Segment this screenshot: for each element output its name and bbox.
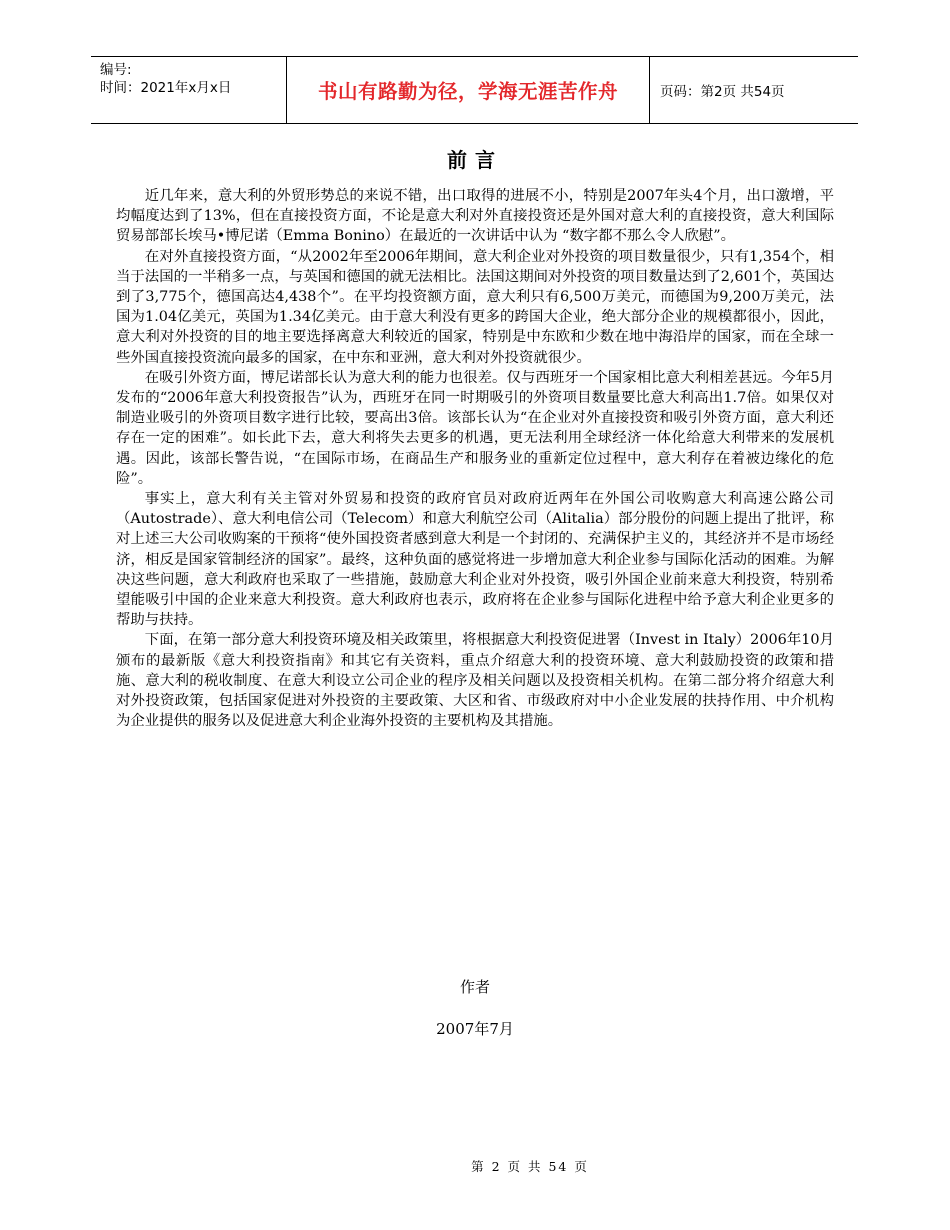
paragraph: 事实上，意大利有关主管对外贸易和投资的政府官员对政府近两年在外国公司收购意大利高速公路公司（Autostrade）、意大利电信公司（Telecom）和意大利航空公司（Alitalia）部分股份的问题上提出了批评，称对上述三大公司收购案的干预将“使外国投资者感到意大利是一个封闭的、充满保护主义的，其经济并不是市场经济，相反是国家管制经济的国家”。最终，这种负面的感觉将进一步增加意大利企业参与国际化活动的困难。为解决这些问题，意大利政府也采取了一些措施，鼓励意大利企业对外投资，吸引外国企业前来意大利投资，特别希望能吸引中国的企业来意大利投资。意大利政府也表示，政府将在企业参与国际化进程中给予意大利企业更多的帮助与扶持。 — [116, 491, 834, 629]
page-footer: 第 2 页 共 54 页 — [471, 1159, 589, 1174]
paragraph: 在吸引外资方面，博尼诺部长认为意大利的能力也很差。仅与西班牙一个国家相比意大利相差甚远。今年5月发布的“2006年意大利投资报告”认为，西班牙在同一时期吸引的外资项目数量要比意大利高出1.7倍。如果仅对制造业吸引的外资项目数字进行比较，要高出3倍。该部长认为“在企业对外直接投资和吸引外资方面，意大利还存在一定的困难”。如长此下去，意大利将失去更多的机遇，更无法利用全球经济一体化给意大利带来的发展机遇。因此，该部长警告说，“在国际市场，在商品生产和服务业的重新定位过程中，意大利存在着被边缘化的危险”。 — [116, 369, 834, 487]
header-time-label: 时间：2021年x月x日 — [100, 80, 232, 96]
document-body — [116, 186, 834, 731]
paragraph: 下面，在第一部分意大利投资环境及相关政策里，将根据意大利投资促进署（Invest in Italy）2006年10月颁布的最新版《意大利投资指南》和其它有关资料，重点介绍意大利的投资环境、意大利鼓励投资的政策和措施、意大利的税收制度、在意大利设立公司企业的程序及相关问题以及投资相关机构。在第二部分将介绍意大利对外投资政策，包括国家促进对外投资的主要政策、大区和省、市级政府对中小企业发展的扶持作用、中介机构为企业提供的服务以及促进意大利企业海外投资的主要机构及其措施。 — [116, 632, 834, 730]
page-header — [91, 56, 858, 124]
header-meta — [91, 57, 287, 123]
signature-date: 2007年7月 — [436, 1020, 514, 1038]
header-number-label: 编号: — [100, 62, 132, 78]
paragraph: 近几年来，意大利的外贸形势总的来说不错，出口取得的进展不小，特别是2007年头4个月，出口激增，平均幅度达到了13%，但在直接投资方面，不论是意大利对外直接投资还是外国对意大利的直接投资，意大利国际贸易部部长埃马•博尼诺（Emma Bonino）在最近的一次讲话中认为 “数字都不那么令人欣慰”。 — [116, 188, 834, 245]
page-title: 前言 — [447, 148, 503, 172]
header-motto: 书山有路勤为径，学海无涯苦作舟 — [287, 57, 650, 123]
signature-author: 作者 — [459, 978, 490, 996]
header-page-info: 页码：第2页 共54页 — [660, 84, 785, 100]
paragraph: 在对外直接投资方面，“从2002年至2006年期间，意大利企业对外投资的项目数量很少，只有1,354个，相当于法国的一半稍多一点，与英国和德国的就无法相比。法国这期间对外投资的项目数量达到了2,601个，英国达到了3,775个，德国高达4,438个”。在平均投资额方面，意大利只有6,500万美元，而德国为9,200万美元，法国为1.04亿美元，英国为1.34亿美元。由于意大利没有更多的跨国大企业，绝大部分企业的规模都很小，因此，意大利对外投资的目的地主要选择离意大利较近的国家，特别是中东欧和少数在地中海沿岸的国家，而在全球一些外国直接投资流向最多的国家，在中东和亚洲，意大利对外投资就很少。 — [116, 248, 834, 366]
